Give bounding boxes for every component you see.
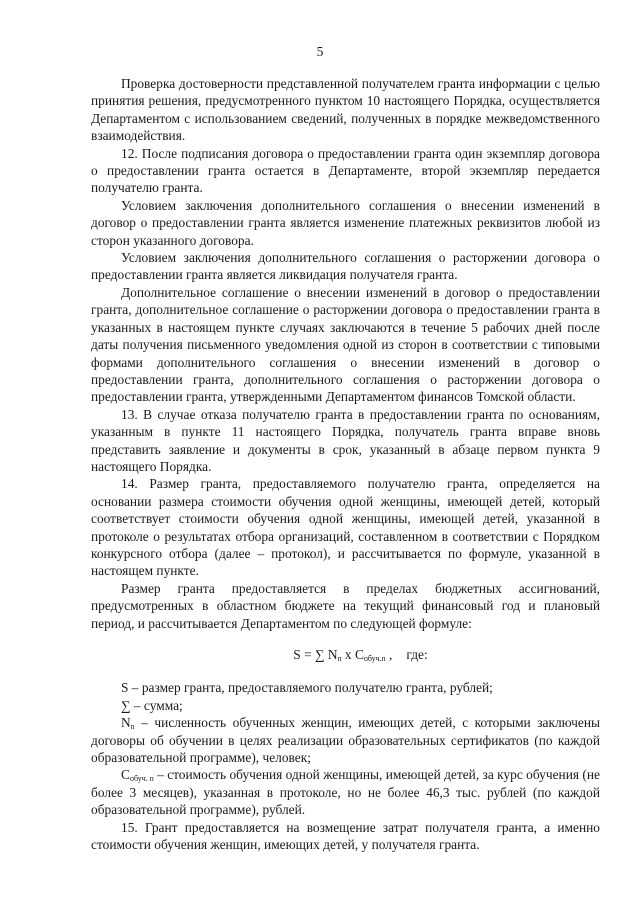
definition-c-subscript: обуч. n: [129, 774, 154, 784]
formula-tail: ,: [385, 647, 393, 662]
paragraph-15: 15. Грант предоставляется на возмещение затрат получателя гранта, а именно стоимости обучения женщин, имеющих детей, у получателя гранта.: [91, 819, 600, 853]
paragraph-grant-size: Размер гранта предоставляется в пределах бюджетных ассигнований, предусмотренных в областном бюджете на текущий финансовый год и плановый период, и рассчитывается Департаментом по следующей формуле:: [91, 580, 600, 631]
formula-c-subscript: обуч.n: [363, 654, 386, 663]
paragraph-amendment-condition: Условием заключения дополнительного соглашения о внесении изменений в договор о предоставлении гранта является изменение платежных реквизитов любой из сторон указанного договора.: [91, 197, 600, 248]
formula-where: где:: [406, 647, 428, 662]
formula-n-subscript: n: [337, 654, 342, 663]
grant-formula: [91, 646, 600, 663]
document-body: [91, 75, 600, 853]
definition-n-subscript: n: [130, 722, 135, 732]
paragraph-14: 14. Размер гранта, предоставляемого получателю гранта, определяется на основании размера стоимости обучения одной женщины, имеющей детей, который соответствует стоимости обучения одной женщины, имеющей детей, указанной в протоколе о результатах отбора организаций, составленном в соответствии с Порядком конкурсного отбора (далее – протокол), и рассчитывается по формуле, указанной в настоящем пункте.: [91, 476, 600, 579]
paragraph-additional-agreement: Дополнительное соглашение о внесении изменений в договор о предоставлении гранта, дополнительное соглашение о расторжении договора о предоставлении гранта в указанных в настоящем пункте случаях заключаются в течение 5 рабочих дней после даты получения письменного уведомления одной из сторон в соответствии с типовыми формами дополнительного соглашения о внесении изменений в договор о предоставлении гранта, дополнительного соглашения о расторжении договора о предоставлении гранта, утвержденными Департаментом финансов Томской области.: [91, 284, 600, 405]
definition-c: [91, 766, 600, 818]
definition-sum: ∑ – сумма;: [121, 697, 183, 713]
paragraph-verification: Проверка достоверности представленной получателем гранта информации с целью принятия решения, предусмотренного пунктом 10 настоящего Порядка, осуществляется Департаментом с использованием сведений, полученных в порядке межведомственного взаимодействия.: [91, 76, 600, 144]
paragraph-12: 12. После подписания договора о предоставлении гранта один экземпляр договора о предоставлении гранта остается в Департаменте, второй экземпляр передается получателю гранта.: [91, 145, 600, 196]
definition-c-text: – стоимость обучения одной женщины, имеющей детей, за курс обучения (не более 3 месяцев), указанная в протоколе, но не более 46,3 тыс. рублей (по каждой образовательной программе), рублей.: [91, 767, 600, 818]
page-number: 5: [316, 44, 324, 59]
paragraph-termination-condition: Условием заключения дополнительного соглашения о расторжении договора о предоставлении гранта является ликвидация получателя гранта.: [91, 250, 600, 283]
definition-n-text: – численность обученных женщин, имеющих детей, с которыми заключены договоры об обучении в целях реализации образовательных сертификатов (по каждой образовательной программе), человек;: [91, 715, 600, 766]
formula-lhs: S = ∑ N: [293, 647, 338, 662]
definition-s: S – размер гранта, предоставляемого получателю гранта, рублей;: [121, 680, 493, 696]
definition-n-symbol: N: [121, 715, 131, 731]
definition-c-symbol: C: [121, 767, 130, 783]
definition-n: [91, 714, 600, 766]
paragraph-13: 13. В случае отказа получателю гранта в предоставлении гранта по основаниям, указанным в пункте 11 настоящего Порядка, получатель гранта вправе вновь представить заявление и документы в срок, указанный в абзаце первом пункта 9 настоящего Порядка.: [91, 406, 600, 474]
formula-times: x C: [341, 647, 364, 662]
